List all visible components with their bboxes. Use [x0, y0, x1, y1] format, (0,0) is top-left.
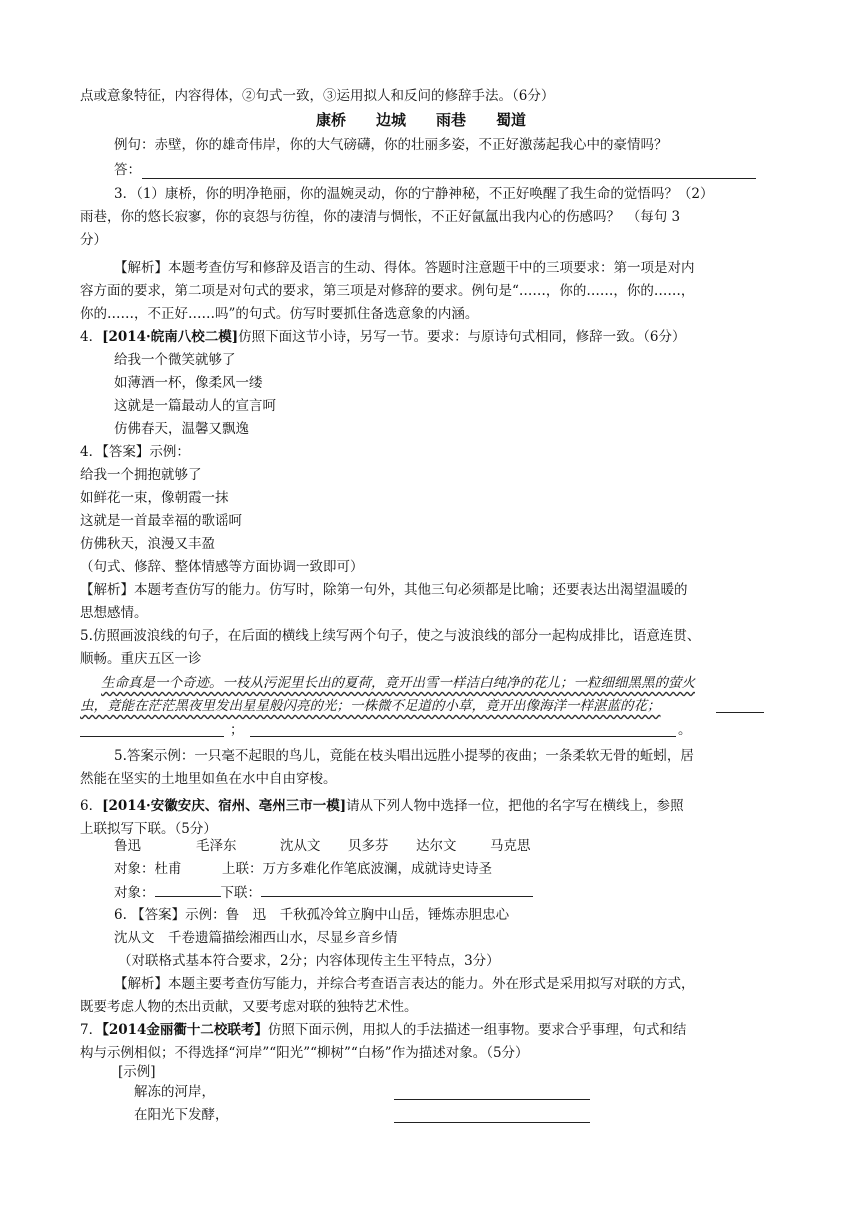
- object-blank[interactable]: [155, 882, 221, 897]
- question-6-stem: 6．[2014·安徽安庆、宿州、亳州三市一模]请从下列人物中选择一位，把他的名字写在横线上，参照: [80, 798, 684, 814]
- option-word: 康桥: [316, 111, 347, 129]
- analysis-line: 【解析】本题考查仿写和修辞及语言的生动、得体。答题时注意题干中的三项要求：第一项是对内: [114, 260, 695, 276]
- question-source: [2014·皖南八校二模]: [102, 329, 239, 345]
- text-line: （对联格式基本符合要求，2分；内容体现传主生平特点，3分）: [118, 953, 500, 969]
- text-line: 3．（1）康桥，你的明净艳丽，你的温婉灵动，你的宁静神秘，不正好唤醒了我生命的觉悟吗？（2）: [114, 186, 714, 202]
- person-name: 毛泽东: [196, 838, 237, 854]
- poem-line: 这就是一篇最动人的宣言呵: [114, 398, 276, 414]
- text-line: 然能在坚实的土地里如鱼在水中自由穿梭。: [80, 771, 337, 787]
- answer-blank-line[interactable]: [716, 712, 764, 713]
- text-line: 分）: [80, 232, 107, 248]
- person-name: 鲁迅: [114, 838, 141, 854]
- poem-line: 给我一个微笑就够了: [114, 352, 236, 368]
- text-line: 5.答案示例：一只毫不起眼的鸟儿，竟能在枝头唱出远胜小提琴的夜曲；一条柔软无骨的蚯蚓，居: [114, 748, 694, 764]
- wavy-sentence: 生命真是一个奇迹。一枝从污泥里长出的夏荷，竟开出雪一样洁白纯净的花儿；一粒细细黑黑的萤火: [101, 675, 695, 691]
- option-word: 雨巷: [436, 111, 467, 129]
- question-4-stem: 4．[2014·皖南八校二模]仿照下面这节小诗，另写一节。要求：与原诗句式相同，修辞一致。（6分）: [80, 329, 686, 345]
- answer-blank-line[interactable]: [142, 178, 756, 179]
- question-5-stem: 5.仿照画波浪线的句子，在后面的横线上续写两个句子，使之与波浪线的部分一起构成排比，语意连贯、: [80, 628, 701, 644]
- text-line: （句式、修辞、整体情感等方面协调一致即可）: [80, 559, 364, 575]
- poem-line: 如薄酒一杯，像柔风一缕: [114, 375, 263, 391]
- person-name: 沈从文: [280, 838, 321, 854]
- answer-heading: 4．【答案】示例：: [80, 444, 190, 460]
- answer-heading: 6. 【答案】示例：鲁 迅 千秋孤冷耸立胸中山岳，锤炼赤胆忠心: [114, 907, 510, 923]
- answer-blank-line[interactable]: [394, 1099, 590, 1100]
- poem-line: 这就是一首最幸福的歌谣呵: [80, 513, 242, 529]
- example-sentence: 例句：赤壁，你的雄奇伟岸，你的大气磅礴，你的壮丽多姿，不正好激荡起我心中的豪情吗？: [114, 137, 668, 153]
- answer-blank-line[interactable]: [250, 736, 676, 737]
- text-line: 雨巷，你的悠长寂寥，你的哀怨与彷徨，你的凄清与惆怅，不正好氤氲出我内心的伤感吗？ （每句 3: [80, 209, 681, 225]
- person-name: 贝多芬: [348, 838, 389, 854]
- answer-label: 答：: [114, 162, 141, 178]
- question-7-stem: 7．【2014金丽衢十二校联考】仿照下面示例，用拟人的手法描述一组事物。要求合乎事理，句式和结: [80, 1022, 687, 1038]
- couplet-example: 对象：杜甫 上联：万方多难化作笔底波澜，成就诗史诗圣: [114, 861, 492, 877]
- wavy-sentence: 虫，竟能在茫茫黑夜里发出星星般闪亮的光；一株微不足道的小草，竟开出像海洋一样湛蓝的花；: [80, 698, 661, 714]
- text-line: 思想感情。: [80, 605, 148, 621]
- text-line: 既要考虑人物的杰出贡献，又要考虑对联的独特艺术性。: [80, 999, 418, 1015]
- analysis-line: 【解析】本题主要考查仿写能力，并综合考查语言表达的能力。外在形式是采用拟写对联的方式，: [114, 976, 695, 992]
- example-line: 在阳光下发酵，: [134, 1107, 229, 1123]
- couplet-answer-line: 对象： 下联：: [114, 882, 533, 903]
- text-line: 点或意象特征，内容得体，②句式一致，③运用拟人和反问的修辞手法。（6分）: [80, 88, 555, 104]
- poem-line: 仿佛春天，温馨又飘逸: [114, 421, 249, 437]
- example-line: 解冻的河岸，: [134, 1084, 215, 1100]
- semicolon: ；: [230, 722, 244, 738]
- text-line: 沈从文 千卷遗篇描绘湘西山水，尽显乡音乡情: [114, 930, 398, 946]
- poem-line: 仿佛秋天，浪漫又丰盈: [80, 536, 215, 552]
- period: 。: [678, 722, 692, 738]
- question-source: 【2014金丽衢十二校联考】: [102, 1022, 268, 1038]
- analysis-line: 【解析】本题考查仿写的能力。仿写时，除第一句外，其他三句必须都是比喻；还要表达出渴望温暖的: [80, 582, 688, 598]
- people-list: [114, 836, 531, 856]
- word-options: [316, 110, 526, 130]
- couplet-blank[interactable]: [261, 882, 533, 897]
- answer-blank-line[interactable]: [394, 1122, 590, 1123]
- option-word: 边城: [376, 111, 407, 129]
- text-line: 顺畅。重庆五区一诊: [80, 651, 202, 667]
- option-word: 蜀道: [496, 111, 527, 129]
- text-line: 你的……，不正好……吗”的句式。仿写时要抓住备选意象的内涵。: [80, 306, 479, 322]
- person-name: 马克思: [490, 838, 531, 854]
- text-line: 容方面的要求，第二项是对句式的要求，第三项是对修辞的要求。例句是“……，你的……，你的……，: [80, 283, 695, 299]
- example-label: [示例]: [118, 1064, 156, 1080]
- poem-line: 如鲜花一束，像朝霞一抹: [80, 490, 229, 506]
- text-line: 构与示例相似；不得选择“河岸”“阳光”“柳树”“白杨”作为描述对象。（5分）: [80, 1045, 529, 1061]
- answer-blank-line[interactable]: [80, 736, 224, 737]
- text-line: 上联拟写下联。（5分）: [80, 821, 217, 837]
- person-name: 达尔文: [416, 838, 457, 854]
- question-source: [2014·安徽安庆、宿州、亳州三市一模]: [102, 798, 347, 814]
- poem-line: 给我一个拥抱就够了: [80, 467, 202, 483]
